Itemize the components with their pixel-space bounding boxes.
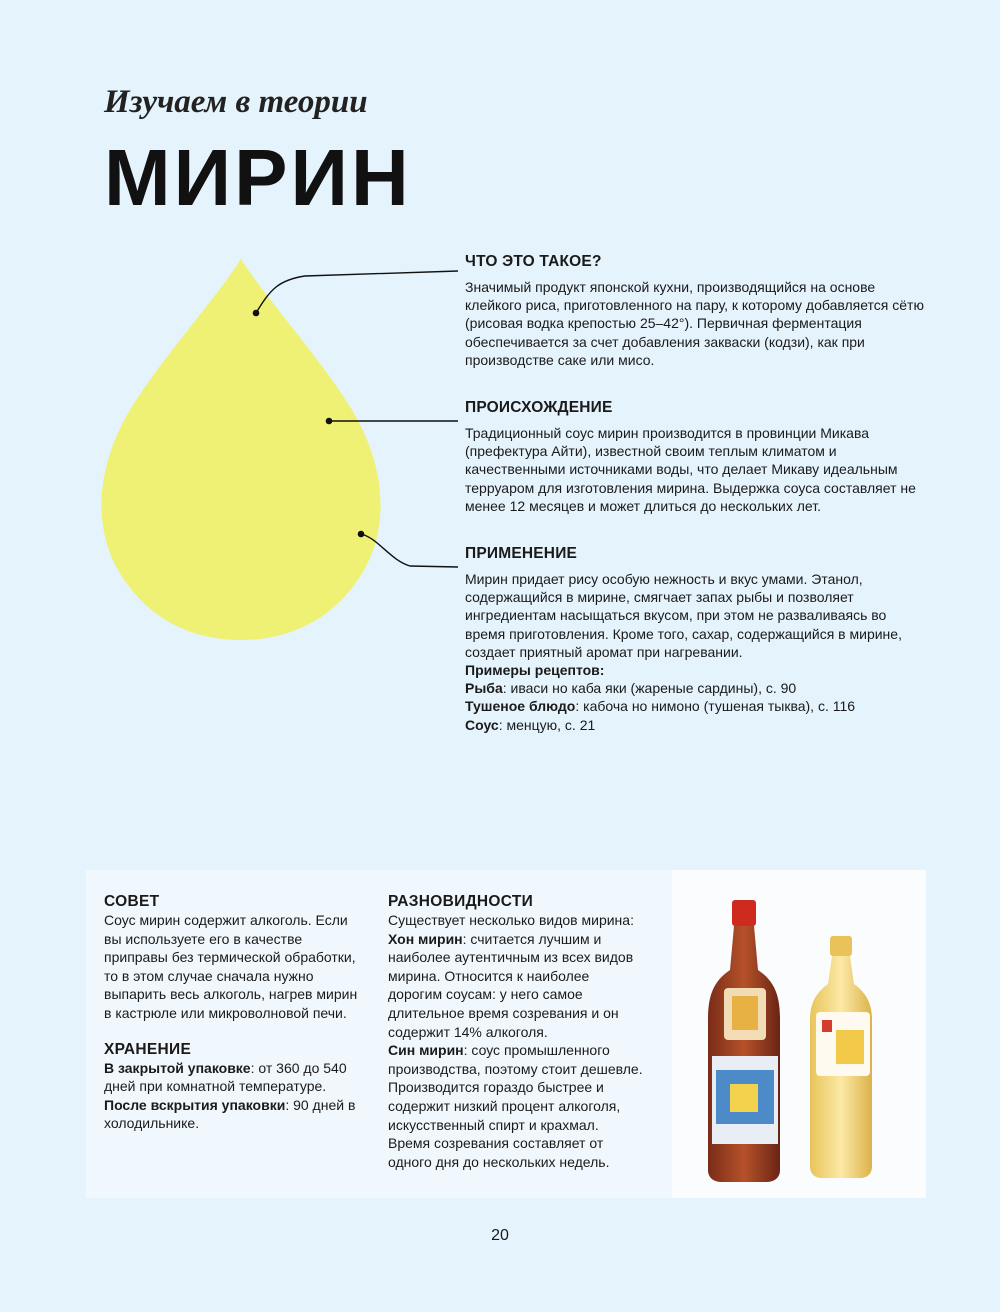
variety-item: Хон мирин: считается лучшим и наиболее аутентичным из всех видов мирина. Относится к наиболее дорогим соусам: у него самое длительное время созревания и он содержит 14% алкоголя. [388, 930, 634, 1040]
yellow-drop-shape [101, 259, 380, 640]
recipe-example: Тушеное блюдо: кабоча но нимоно (тушеная тыква), с. 116 [465, 698, 856, 715]
section-text: Мирин придает рису особую нежность и вкус умами. Этанол, содержащийся в мирине, смягчает запах рыбы и позволяет ингредиентам насыщаться вкусом, при этом не разваливаясь во время приготовления. Кроме того, сахар, содержащийся в мирине, создает приятный аромат при нагревании. [465, 571, 902, 660]
storage-heading: ХРАНЕНИЕ [104, 1040, 192, 1058]
section-origin [465, 399, 927, 515]
leader-dot-3 [358, 531, 365, 538]
page-number: 20 [491, 1227, 509, 1244]
tip-text: Соус мирин содержит алкоголь. Если вы используете его в качестве приправы без термической обработки, то в этом случае сначала нужно выпарить весь алкоголь, нагрев мирин в кастрюле или микроволновой печи. [104, 912, 358, 1021]
large-mirin-bottle [708, 900, 780, 1182]
storage-item: В закрытой упаковке: от 360 до 540 дней при комнатной температуре. [104, 1059, 347, 1095]
recipe-example: Рыба: иваси но каба яки (жареные сардины), с. 90 [465, 680, 797, 697]
page-subtitle: Изучаем в теории [104, 84, 368, 120]
section-text: Традиционный соус мирин производится в провинции Микава (префектура Айти), известной своим теплым климатом и качественными источниками воды, что делает Микаву идеальным терруаром для изготовления мирина. Выдержка соуса составляет не менее 12 месяцев и может длиться до нескольких лет. [465, 425, 916, 514]
section-heading: ПРИМЕНЕНИЕ [465, 545, 578, 562]
section-text: Значимый продукт японской кухни, производящийся на основе клейкого риса, приготовленного на пару, к которому добавляется сётю (рисовая водка крепостью 25–42°). Первичная ферментация обеспечивается за счет добавления закваски (кодзи), как при производстве саке или мисо. [465, 279, 924, 368]
mirin-bottles-photo [672, 870, 926, 1198]
varieties-intro: Существует несколько видов мирина: [388, 912, 634, 928]
leader-line-1 [256, 271, 458, 313]
section-usage [465, 545, 927, 734]
tip-column [104, 893, 362, 1133]
leader-dot-1 [253, 310, 260, 317]
variety-item: Син мирин: соус промышленного производства, поэтому стоит дешевле. Производится гораздо быстрее и содержит низкий процент алкоголя, искусственный спирт и крахмал. Время созревания составляет от одного дня до нескольких недель. [388, 1042, 643, 1170]
section-what-is-it [465, 253, 927, 369]
storage-item: После вскрытия упаковки: 90 дней в холодильнике. [104, 1096, 356, 1132]
page-title: МИРИН [104, 133, 412, 222]
varieties-column [388, 893, 644, 1171]
tip-heading: СОВЕТ [104, 893, 160, 910]
section-heading: ПРОИСХОЖДЕНИЕ [465, 399, 613, 416]
examples-label: Примеры рецептов: [465, 662, 605, 679]
bottles-illustration [672, 870, 926, 1198]
varieties-heading: РАЗНОВИДНОСТИ [388, 893, 534, 910]
small-mirin-bottle [810, 936, 872, 1178]
recipe-examples [465, 661, 927, 734]
section-heading: ЧТО ЭТО ТАКОЕ? [465, 253, 602, 270]
recipe-example: Соус: менцую, с. 21 [465, 716, 596, 733]
leader-dot-2 [326, 418, 333, 425]
